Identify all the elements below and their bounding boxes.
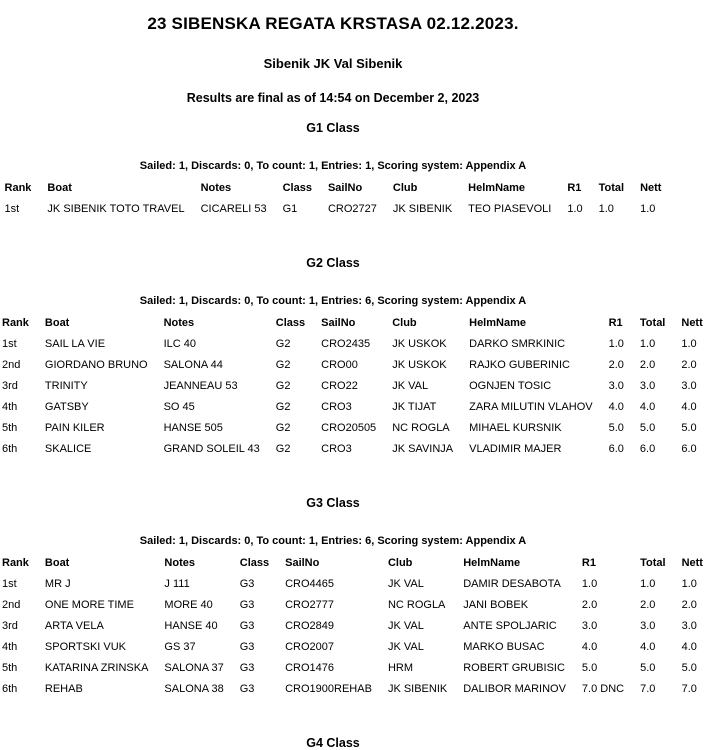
table-row — [0, 376, 705, 397]
column-header-helmname: HelmName — [468, 182, 526, 194]
column-header-total: Total — [598, 182, 625, 194]
cell-notes: SALONA 37 — [164, 662, 224, 674]
cell-helmname: DALIBOR MARINOV — [463, 683, 566, 695]
cell-rank: 4th — [2, 641, 18, 653]
class-section-1 — [0, 121, 666, 220]
column-header-helmname: HelmName — [469, 317, 526, 329]
column-header-class: Class — [282, 182, 312, 194]
cell-r1: 1.0 — [567, 203, 583, 215]
table-row — [0, 334, 705, 355]
cell-sailno: CRO2777 — [285, 599, 335, 611]
results-table — [0, 313, 705, 460]
cell-club: JK SAVINJA — [392, 443, 454, 455]
cell-club: JK VAL — [387, 578, 424, 590]
cell-club: HRM — [387, 662, 413, 674]
table-row — [0, 658, 705, 679]
cell-boat: GIORDANO BRUNO — [44, 359, 148, 371]
column-header-boat: Boat — [44, 317, 70, 329]
cell-rank: 6th — [2, 443, 18, 455]
table-row — [0, 574, 705, 595]
column-header-helmname: HelmName — [463, 557, 521, 569]
cell-rank: 3rd — [2, 380, 18, 392]
cell-notes: GRAND SOLEIL 43 — [163, 443, 260, 455]
cell-club: JK VAL — [392, 380, 429, 392]
column-header-rank: Rank — [2, 557, 29, 569]
cell-nett: 6.0 — [681, 443, 697, 455]
column-header-sailno: SailNo — [321, 317, 356, 329]
cell-sailno: CRO1900REHAB — [285, 683, 372, 695]
cell-boat: ONE MORE TIME — [44, 599, 134, 611]
column-header-class: Class — [275, 317, 306, 329]
cell-class: G3 — [239, 662, 255, 674]
results-table-body — [0, 334, 705, 460]
column-header-nett: Nett — [640, 182, 662, 194]
cell-nett: 2.0 — [681, 599, 697, 611]
class-title: G4 Class — [306, 736, 360, 750]
cell-club: JK TIJAT — [392, 401, 437, 413]
cell-r1: 3.0 — [608, 380, 624, 392]
results-table-body — [0, 574, 705, 700]
column-header-r1: R1 — [608, 317, 623, 329]
cell-club: JK VAL — [387, 620, 424, 632]
column-header-rank: Rank — [4, 182, 32, 194]
cell-club: NC ROGLA — [392, 422, 450, 434]
table-row — [0, 595, 705, 616]
cell-notes: SO 45 — [163, 401, 195, 413]
race-summary: Sailed: 1, Discards: 0, To count: 1, Entries: 6, Scoring system: Appendix A — [139, 535, 527, 547]
cell-class: G3 — [239, 641, 255, 653]
cell-rank: 2nd — [2, 359, 21, 371]
class-title: G3 Class — [306, 496, 360, 510]
cell-total: 1.0 — [640, 578, 656, 590]
cell-notes: HANSE 40 — [164, 620, 218, 632]
cell-sailno: CRO2435 — [321, 338, 371, 350]
cell-helmname: ANTE SPOLJARIC — [463, 620, 557, 632]
cell-helmname: ROBERT GRUBISIC — [463, 662, 565, 674]
cell-helmname: JANI BOBEK — [463, 599, 529, 611]
cell-class: G2 — [275, 401, 291, 413]
cell-total: 4.0 — [640, 641, 656, 653]
cell-r1: 1.0 — [608, 338, 624, 350]
column-header-club: Club — [392, 182, 418, 194]
column-header-sailno: SailNo — [285, 557, 320, 569]
cell-rank: 5th — [2, 422, 18, 434]
results-status-line: Results are final as of 14:54 on December 2, 2023 — [186, 91, 480, 105]
results-table — [3, 178, 664, 220]
cell-class: G2 — [275, 380, 291, 392]
column-header-total: Total — [640, 557, 666, 569]
cell-helmname: VLADIMIR MAJER — [469, 443, 562, 455]
cell-total: 4.0 — [639, 401, 656, 413]
cell-nett: 1.0 — [681, 578, 697, 590]
cell-notes: SALONA 38 — [164, 683, 224, 695]
cell-sailno: CRO3 — [321, 443, 352, 455]
cell-total: 6.0 — [639, 443, 656, 455]
cell-notes: SALONA 44 — [163, 359, 223, 371]
cell-boat: SPORTSKI VUK — [44, 641, 127, 653]
class-title: G1 Class — [306, 121, 360, 135]
column-header-notes: Notes — [163, 317, 195, 329]
cell-boat: SAIL LA VIE — [44, 338, 106, 350]
column-header-club: Club — [387, 557, 413, 569]
cell-total: 1.0 — [598, 203, 614, 215]
cell-rank: 4th — [2, 401, 18, 413]
column-header-boat: Boat — [44, 557, 70, 569]
column-header-r1: R1 — [581, 557, 596, 569]
cell-sailno: CRO2727 — [327, 203, 377, 215]
race-summary: Sailed: 1, Discards: 0, To count: 1, Entries: 6, Scoring system: Appendix A — [139, 295, 527, 307]
cell-r1: 1.0 — [581, 578, 598, 590]
cell-r1: 6.0 — [608, 443, 624, 455]
cell-helmname: MIHAEL KURSNIK — [469, 422, 562, 434]
results-table-body — [3, 199, 664, 220]
cell-boat: REHAB — [44, 683, 83, 695]
cell-r1: 5.0 — [581, 662, 598, 674]
cell-class: G3 — [239, 683, 255, 695]
cell-nett: 4.0 — [681, 641, 697, 653]
cell-sailno: CRO3 — [321, 401, 352, 413]
cell-class: G2 — [275, 338, 291, 350]
header-row — [0, 553, 705, 574]
column-header-notes: Notes — [200, 182, 232, 194]
cell-nett: 2.0 — [681, 359, 697, 371]
cell-class: G3 — [239, 599, 255, 611]
cell-club: JK USKOK — [392, 359, 447, 371]
class-title: G2 Class — [306, 256, 360, 270]
cell-nett: 5.0 — [681, 662, 697, 674]
cell-boat: ARTA VELA — [44, 620, 104, 632]
cell-notes: ILC 40 — [163, 338, 197, 350]
cell-notes: CICARELI 53 — [200, 203, 267, 215]
cell-sailno: CRO22 — [321, 380, 358, 392]
cell-notes: J 111 — [164, 578, 190, 590]
cell-rank: 1st — [4, 203, 20, 215]
cell-rank: 6th — [2, 683, 18, 695]
column-header-class: Class — [239, 557, 270, 569]
cell-r1: 5.0 — [608, 422, 624, 434]
cell-rank: 3rd — [2, 620, 18, 632]
cell-total: 7.0 — [640, 683, 656, 695]
cell-nett: 5.0 — [681, 422, 697, 434]
cell-notes: HANSE 505 — [163, 422, 223, 434]
header-row — [0, 313, 705, 334]
column-header-rank: Rank — [2, 317, 29, 329]
table-row — [0, 637, 705, 658]
page-title: 23 SIBENSKA REGATA KRSTASA 02.12.2023. — [147, 14, 519, 33]
table-row — [0, 439, 705, 460]
class-section-2 — [0, 256, 703, 460]
cell-rank: 2nd — [2, 599, 21, 611]
cell-sailno: CRO2007 — [285, 641, 335, 653]
cell-boat: GATSBY — [44, 401, 89, 413]
cell-boat: MR J — [44, 578, 71, 590]
results-table — [0, 553, 705, 700]
column-header-r1: R1 — [567, 182, 582, 194]
column-header-notes: Notes — [164, 557, 195, 569]
cell-r1: 2.0 — [581, 599, 598, 611]
cell-class: G2 — [275, 422, 291, 434]
cell-club: JK SIBENIK — [392, 203, 453, 215]
cell-rank: 1st — [2, 338, 17, 350]
cell-club: JK SIBENIK — [387, 683, 448, 695]
cell-class: G3 — [239, 620, 255, 632]
class-section-3 — [0, 496, 703, 700]
column-header-total: Total — [639, 317, 666, 329]
cell-class: G2 — [275, 443, 291, 455]
column-header-club: Club — [392, 317, 417, 329]
cell-nett: 4.0 — [681, 401, 697, 413]
cell-sailno: CRO2849 — [285, 620, 335, 632]
race-summary: Sailed: 1, Discards: 0, To count: 1, Entries: 1, Scoring system: Appendix A — [139, 160, 527, 172]
cell-class: G2 — [275, 359, 291, 371]
cell-sailno: CRO00 — [321, 359, 358, 371]
column-header-sailno: SailNo — [327, 182, 363, 194]
cell-r1: 4.0 — [581, 641, 598, 653]
class-section-4 — [0, 736, 666, 750]
cell-helmname: ZARA MILUTIN VLAHOV — [469, 401, 593, 413]
cell-notes: JEANNEAU 53 — [163, 380, 238, 392]
cell-boat: JK SIBENIK TOTO TRAVEL — [47, 203, 185, 215]
cell-total: 3.0 — [639, 380, 656, 392]
cell-nett: 3.0 — [681, 380, 697, 392]
cell-r1: 4.0 — [608, 401, 624, 413]
table-row — [0, 397, 705, 418]
cell-sailno: CRO20505 — [321, 422, 377, 434]
cell-nett: 7.0 — [681, 683, 697, 695]
cell-nett: 3.0 — [681, 620, 697, 632]
column-header-nett: Nett — [681, 317, 703, 329]
cell-rank: 5th — [2, 662, 18, 674]
cell-total: 2.0 — [640, 599, 656, 611]
results-table-head — [3, 178, 664, 199]
cell-class: G3 — [239, 578, 255, 590]
cell-rank: 1st — [2, 578, 17, 590]
column-header-nett: Nett — [681, 557, 703, 569]
cell-sailno: CRO4465 — [285, 578, 335, 590]
cell-boat: TRINITY — [44, 380, 88, 392]
table-row — [0, 616, 705, 637]
table-row — [0, 355, 705, 376]
cell-helmname: DARKO SMRKINIC — [469, 338, 566, 350]
cell-helmname: MARKO BUSAC — [463, 641, 545, 653]
cell-boat: PAIN KILER — [44, 422, 105, 434]
cell-nett: 1.0 — [640, 203, 656, 215]
cell-total: 1.0 — [639, 338, 656, 350]
cell-total: 5.0 — [639, 422, 656, 434]
cell-total: 3.0 — [640, 620, 656, 632]
table-row — [0, 679, 705, 700]
cell-boat: SKALICE — [44, 443, 92, 455]
cell-helmname: OGNJEN TOSIC — [469, 380, 552, 392]
venue-subtitle: Sibenik JK Val Sibenik — [263, 56, 403, 71]
cell-notes: MORE 40 — [164, 599, 213, 611]
cell-helmname: RAJKO GUBERINIC — [469, 359, 570, 371]
cell-r1: 3.0 — [581, 620, 598, 632]
cell-class: G1 — [282, 203, 298, 215]
table-row — [0, 418, 705, 439]
cell-helmname: DAMIR DESABOTA — [463, 578, 561, 590]
header-row — [3, 178, 664, 199]
cell-total: 2.0 — [639, 359, 656, 371]
cell-sailno: CRO1476 — [285, 662, 335, 674]
cell-club: JK VAL — [387, 641, 424, 653]
cell-helmname: TEO PIASEVOLI — [468, 203, 552, 215]
cell-total: 5.0 — [640, 662, 656, 674]
cell-r1: 7.0 DNC — [581, 683, 625, 695]
cell-boat: KATARINA ZRINSKA — [44, 662, 149, 674]
cell-club: JK USKOK — [392, 338, 447, 350]
cell-r1: 2.0 — [608, 359, 624, 371]
cell-club: NC ROGLA — [387, 599, 446, 611]
results-table-head — [0, 553, 705, 574]
cell-notes: GS 37 — [164, 641, 196, 653]
column-header-boat: Boat — [47, 182, 72, 194]
class-sections-container — [0, 121, 703, 750]
cell-nett: 1.0 — [681, 338, 697, 350]
results-table-head — [0, 313, 705, 334]
table-row — [3, 199, 664, 220]
